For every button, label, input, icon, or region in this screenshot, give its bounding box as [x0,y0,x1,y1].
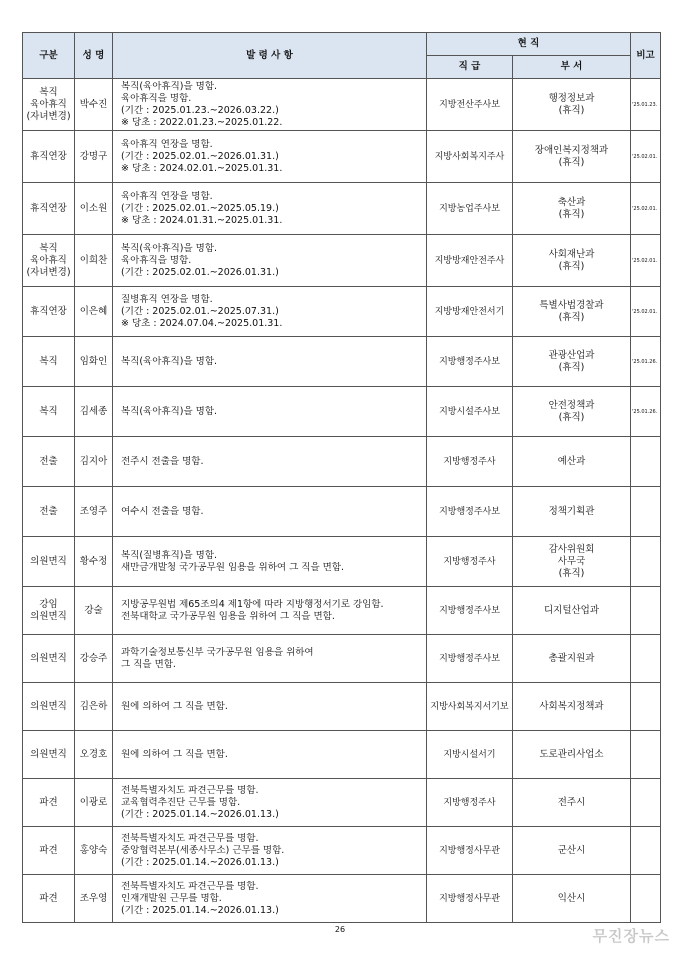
category-cell [23,875,75,923]
category-cell [23,437,75,487]
order-cell-line: 복직(육아휴직)을 명함. [121,242,218,254]
department-cell [513,487,631,537]
order-cell [113,183,427,235]
department-cell-line: 예산과 [557,455,586,467]
table-row [23,635,661,683]
category-cell [23,131,75,183]
category-cell-line: 파견 [39,796,58,808]
category-cell [23,537,75,587]
personnel-table [22,32,661,923]
category-cell-line: 복직 [39,242,58,254]
order-cell-line: 원에 의하여 그 직을 면함. [121,700,228,712]
category-cell [23,635,75,683]
watermark-logo: 무진장뉴스 [592,927,670,945]
department-cell-line: 축산과 [557,196,586,208]
note-cell [631,731,661,779]
order-cell-line: 전주시 전출을 명함. [121,455,204,467]
name-cell: 강술 [75,587,113,635]
rank-cell: 지방행정사무관 [427,875,513,923]
order-cell [113,131,427,183]
order-cell-line: 전북대학교 국가공무원 임용을 위하여 그 직을 면함. [121,610,335,622]
category-cell [23,487,75,537]
order-cell-line: (기간 : 2025.02.01.~2026.01.31.) [121,150,279,162]
department-cell [513,537,631,587]
department-cell [513,387,631,437]
order-cell-line: 새만금개발청 국가공무원 임용을 위하여 그 직을 면함. [121,561,345,573]
category-cell-line: 전출 [39,505,58,517]
category-cell [23,337,75,387]
note-cell: '25.01.23. [631,79,661,131]
order-cell-line: (기간 : 2025.02.01.~2025.05.19.) [121,202,279,214]
order-cell-line: 인재개발원 근무를 명함. [121,892,222,904]
note-cell [631,587,661,635]
category-cell [23,235,75,287]
rank-cell: 지방행정주사보 [427,487,513,537]
note-cell [631,437,661,487]
category-cell-line: (자녀변경) [26,110,71,122]
order-cell-line: 교육협력추진단 근무를 명함. [121,796,241,808]
table-row [23,683,661,731]
table-row [23,131,661,183]
rank-cell: 지방방재안전서기 [427,287,513,337]
category-cell-line: 의원면직 [30,748,67,760]
department-cell [513,235,631,287]
table-row [23,537,661,587]
rank-cell: 지방행정주사보 [427,587,513,635]
note-cell: '25.02.01. [631,183,661,235]
category-cell [23,587,75,635]
department-cell-line: 감사위원회 [548,543,595,555]
department-cell-line: 정책기획관 [548,505,595,517]
name-cell: 이희찬 [75,235,113,287]
department-cell [513,827,631,875]
header-type: 구분 [23,33,75,79]
department-cell [513,287,631,337]
name-cell: 임화인 [75,337,113,387]
department-cell-line: (휴직) [558,361,585,373]
page-number: 26 [334,925,346,934]
department-cell-line: 사무국 [557,555,586,567]
order-cell [113,537,427,587]
department-cell [513,683,631,731]
category-cell-line: (자녀변경) [26,266,71,278]
department-cell [513,337,631,387]
order-cell-line: (기간 : 2025.02.01.~2026.01.31.) [121,266,279,278]
department-cell [513,437,631,487]
note-cell: '25.02.01. [631,235,661,287]
table-row [23,587,661,635]
note-cell [631,779,661,827]
department-cell-line: 디지털산업과 [543,604,600,616]
order-cell-line: ※ 당초 : 2024.01.31.~2025.01.31. [121,214,283,226]
table-row [23,875,661,923]
order-cell [113,731,427,779]
order-cell [113,287,427,337]
order-cell [113,437,427,487]
department-cell [513,875,631,923]
order-cell-line: 육아휴직 연장을 명함. [121,138,213,150]
rank-cell: 지방사회복지서기보 [427,683,513,731]
table-row [23,731,661,779]
category-cell [23,183,75,235]
order-cell-line: 여수시 전출을 명함. [121,505,204,517]
note-cell: '25.01.26. [631,337,661,387]
order-cell [113,487,427,537]
order-cell-line: 복직(질병휴직)을 명함. [121,549,218,561]
table-row [23,235,661,287]
personnel-order-document [22,32,660,923]
order-cell-line: 복직(육아휴직)을 명함. [121,80,218,92]
department-cell-line: 특별사법경찰과 [539,299,604,311]
order-cell-line: 과학기술정보통신부 국가공무원 임용을 위하여 [121,646,314,658]
table-row [23,183,661,235]
department-cell-line: (휴직) [558,208,585,220]
table-row [23,487,661,537]
order-cell-line: (기간 : 2025.01.14.~2026.01.13.) [121,808,279,820]
name-cell: 황수정 [75,537,113,587]
name-cell: 이은혜 [75,287,113,337]
department-cell-line: 총괄지원과 [548,652,595,664]
order-cell-line: ※ 당초 : 2022.01.23.~2025.01.22. [121,116,283,128]
category-cell-line: 전출 [39,455,58,467]
header-dept: 부 서 [513,56,631,79]
department-cell-line: 전주시 [557,796,586,808]
order-cell-line: 그 직을 면함. [121,658,176,670]
note-cell [631,635,661,683]
category-cell [23,731,75,779]
order-cell-line: 육아휴직을 명함. [121,92,192,104]
name-cell: 이광로 [75,779,113,827]
department-cell-line: (휴직) [558,311,585,323]
table-row [23,437,661,487]
order-cell-line: ※ 당초 : 2024.07.04.~2025.01.31. [121,317,283,329]
note-cell [631,487,661,537]
header-note: 비고 [631,33,661,79]
order-cell [113,635,427,683]
department-cell [513,779,631,827]
department-cell-line: 안전정책과 [548,399,595,411]
table-row [23,387,661,437]
rank-cell: 지방사회복지주사 [427,131,513,183]
name-cell: 강명구 [75,131,113,183]
name-cell: 홍양숙 [75,827,113,875]
department-cell [513,131,631,183]
order-cell [113,587,427,635]
order-cell [113,387,427,437]
order-cell-line: 전북특별자치도 파견근무를 명함. [121,832,259,844]
note-cell [631,537,661,587]
category-cell-line: 파견 [39,844,58,856]
table-row [23,337,661,387]
department-cell-line: 군산시 [557,844,586,856]
note-cell: '25.02.01. [631,131,661,183]
name-cell: 김세종 [75,387,113,437]
note-cell [631,683,661,731]
order-cell [113,337,427,387]
order-cell-line: (기간 : 2025.01.14.~2026.01.13.) [121,904,279,916]
rank-cell: 지방농업주사보 [427,183,513,235]
name-cell: 이소원 [75,183,113,235]
name-cell: 오경호 [75,731,113,779]
category-cell [23,387,75,437]
header-rank: 직 급 [427,56,513,79]
rank-cell: 지방방재안전주사 [427,235,513,287]
category-cell-line: 육아휴직 [30,254,67,266]
department-cell-line: 도로관리사업소 [539,748,604,760]
department-cell-line: (휴직) [558,104,585,116]
table-row [23,779,661,827]
order-cell [113,827,427,875]
department-cell-line: (휴직) [558,567,585,579]
order-cell-line: ※ 당초 : 2024.02.01.~2025.01.31. [121,162,283,174]
order-cell-line: 질병휴직 연장을 명함. [121,293,213,305]
note-cell [631,827,661,875]
department-cell-line: 사회재난과 [548,248,595,260]
department-cell [513,635,631,683]
order-cell [113,683,427,731]
category-cell-line: 강임 [39,598,58,610]
department-cell-line: (휴직) [558,411,585,423]
rank-cell: 지방행정주사 [427,437,513,487]
category-cell-line: 복직 [39,355,58,367]
order-cell [113,79,427,131]
name-cell: 강승주 [75,635,113,683]
rank-cell: 지방행정주사 [427,537,513,587]
order-cell-line: (기간 : 2025.02.01.~2025.07.31.) [121,305,279,317]
rank-cell: 지방전산주사보 [427,79,513,131]
rank-cell: 지방행정주사보 [427,337,513,387]
department-cell-line: (휴직) [558,260,585,272]
order-cell-line: 육아휴직 연장을 명함. [121,190,213,202]
note-cell [631,875,661,923]
order-cell-line: 육아휴직을 명함. [121,254,192,266]
department-cell-line: 익산시 [557,892,586,904]
category-cell-line: 의원면직 [30,652,67,664]
department-cell [513,183,631,235]
department-cell-line: 행정정보과 [548,92,595,104]
order-cell [113,875,427,923]
category-cell-line: 의원면직 [30,700,67,712]
rank-cell: 지방시설서기 [427,731,513,779]
category-cell-line: 휴직연장 [30,305,67,317]
order-cell [113,779,427,827]
table-row [23,827,661,875]
header-name: 성 명 [75,33,113,79]
order-cell-line: (기간 : 2025.01.14.~2026.01.13.) [121,856,279,868]
order-cell-line: (기간 : 2025.01.23.~2026.03.22.) [121,104,279,116]
category-cell-line: 휴직연장 [30,150,67,162]
category-cell [23,79,75,131]
order-cell-line: 복직(육아휴직)을 명함. [121,355,218,367]
order-cell-line: 전북특별자치도 파견근무를 명함. [121,880,259,892]
header-order: 발 령 사 항 [113,33,427,79]
order-cell-line: 중앙협력본부(세종사무소) 근무를 명함. [121,844,285,856]
category-cell-line: 파견 [39,892,58,904]
category-cell-line: 육아휴직 [30,98,67,110]
department-cell-line: (휴직) [558,156,585,168]
name-cell: 조우영 [75,875,113,923]
name-cell: 조영주 [75,487,113,537]
name-cell: 김은하 [75,683,113,731]
category-cell [23,827,75,875]
category-cell [23,287,75,337]
rank-cell: 지방시설주사보 [427,387,513,437]
note-cell: '25.01.26. [631,387,661,437]
table-row [23,79,661,131]
department-cell-line: 관광산업과 [548,349,595,361]
category-cell-line: 복직 [39,86,58,98]
department-cell [513,731,631,779]
category-cell-line: 휴직연장 [30,202,67,214]
table-row [23,287,661,337]
category-cell-line: 복직 [39,405,58,417]
order-cell-line: 원에 의하여 그 직을 면함. [121,748,228,760]
department-cell-line: 사회복지정책과 [539,700,604,712]
name-cell: 김지아 [75,437,113,487]
note-cell: '25.02.01. [631,287,661,337]
order-cell-line: 지방공무원법 제65조의4 제1항에 따라 지방행정서기로 강임함. [121,598,384,610]
order-cell [113,235,427,287]
department-cell [513,79,631,131]
rank-cell: 지방행정주사보 [427,635,513,683]
header-current: 현 직 [427,33,631,56]
rank-cell: 지방행정주사 [427,779,513,827]
order-cell-line: 전북특별자치도 파견근무를 명함. [121,784,259,796]
category-cell-line: 의원면직 [30,555,67,567]
department-cell [513,587,631,635]
order-cell-line: 복직(육아휴직)을 명함. [121,405,218,417]
name-cell: 박수진 [75,79,113,131]
category-cell [23,779,75,827]
rank-cell: 지방행정사무관 [427,827,513,875]
category-cell [23,683,75,731]
category-cell-line: 의원면직 [30,610,67,622]
department-cell-line: 장애인복지정책과 [534,144,609,156]
